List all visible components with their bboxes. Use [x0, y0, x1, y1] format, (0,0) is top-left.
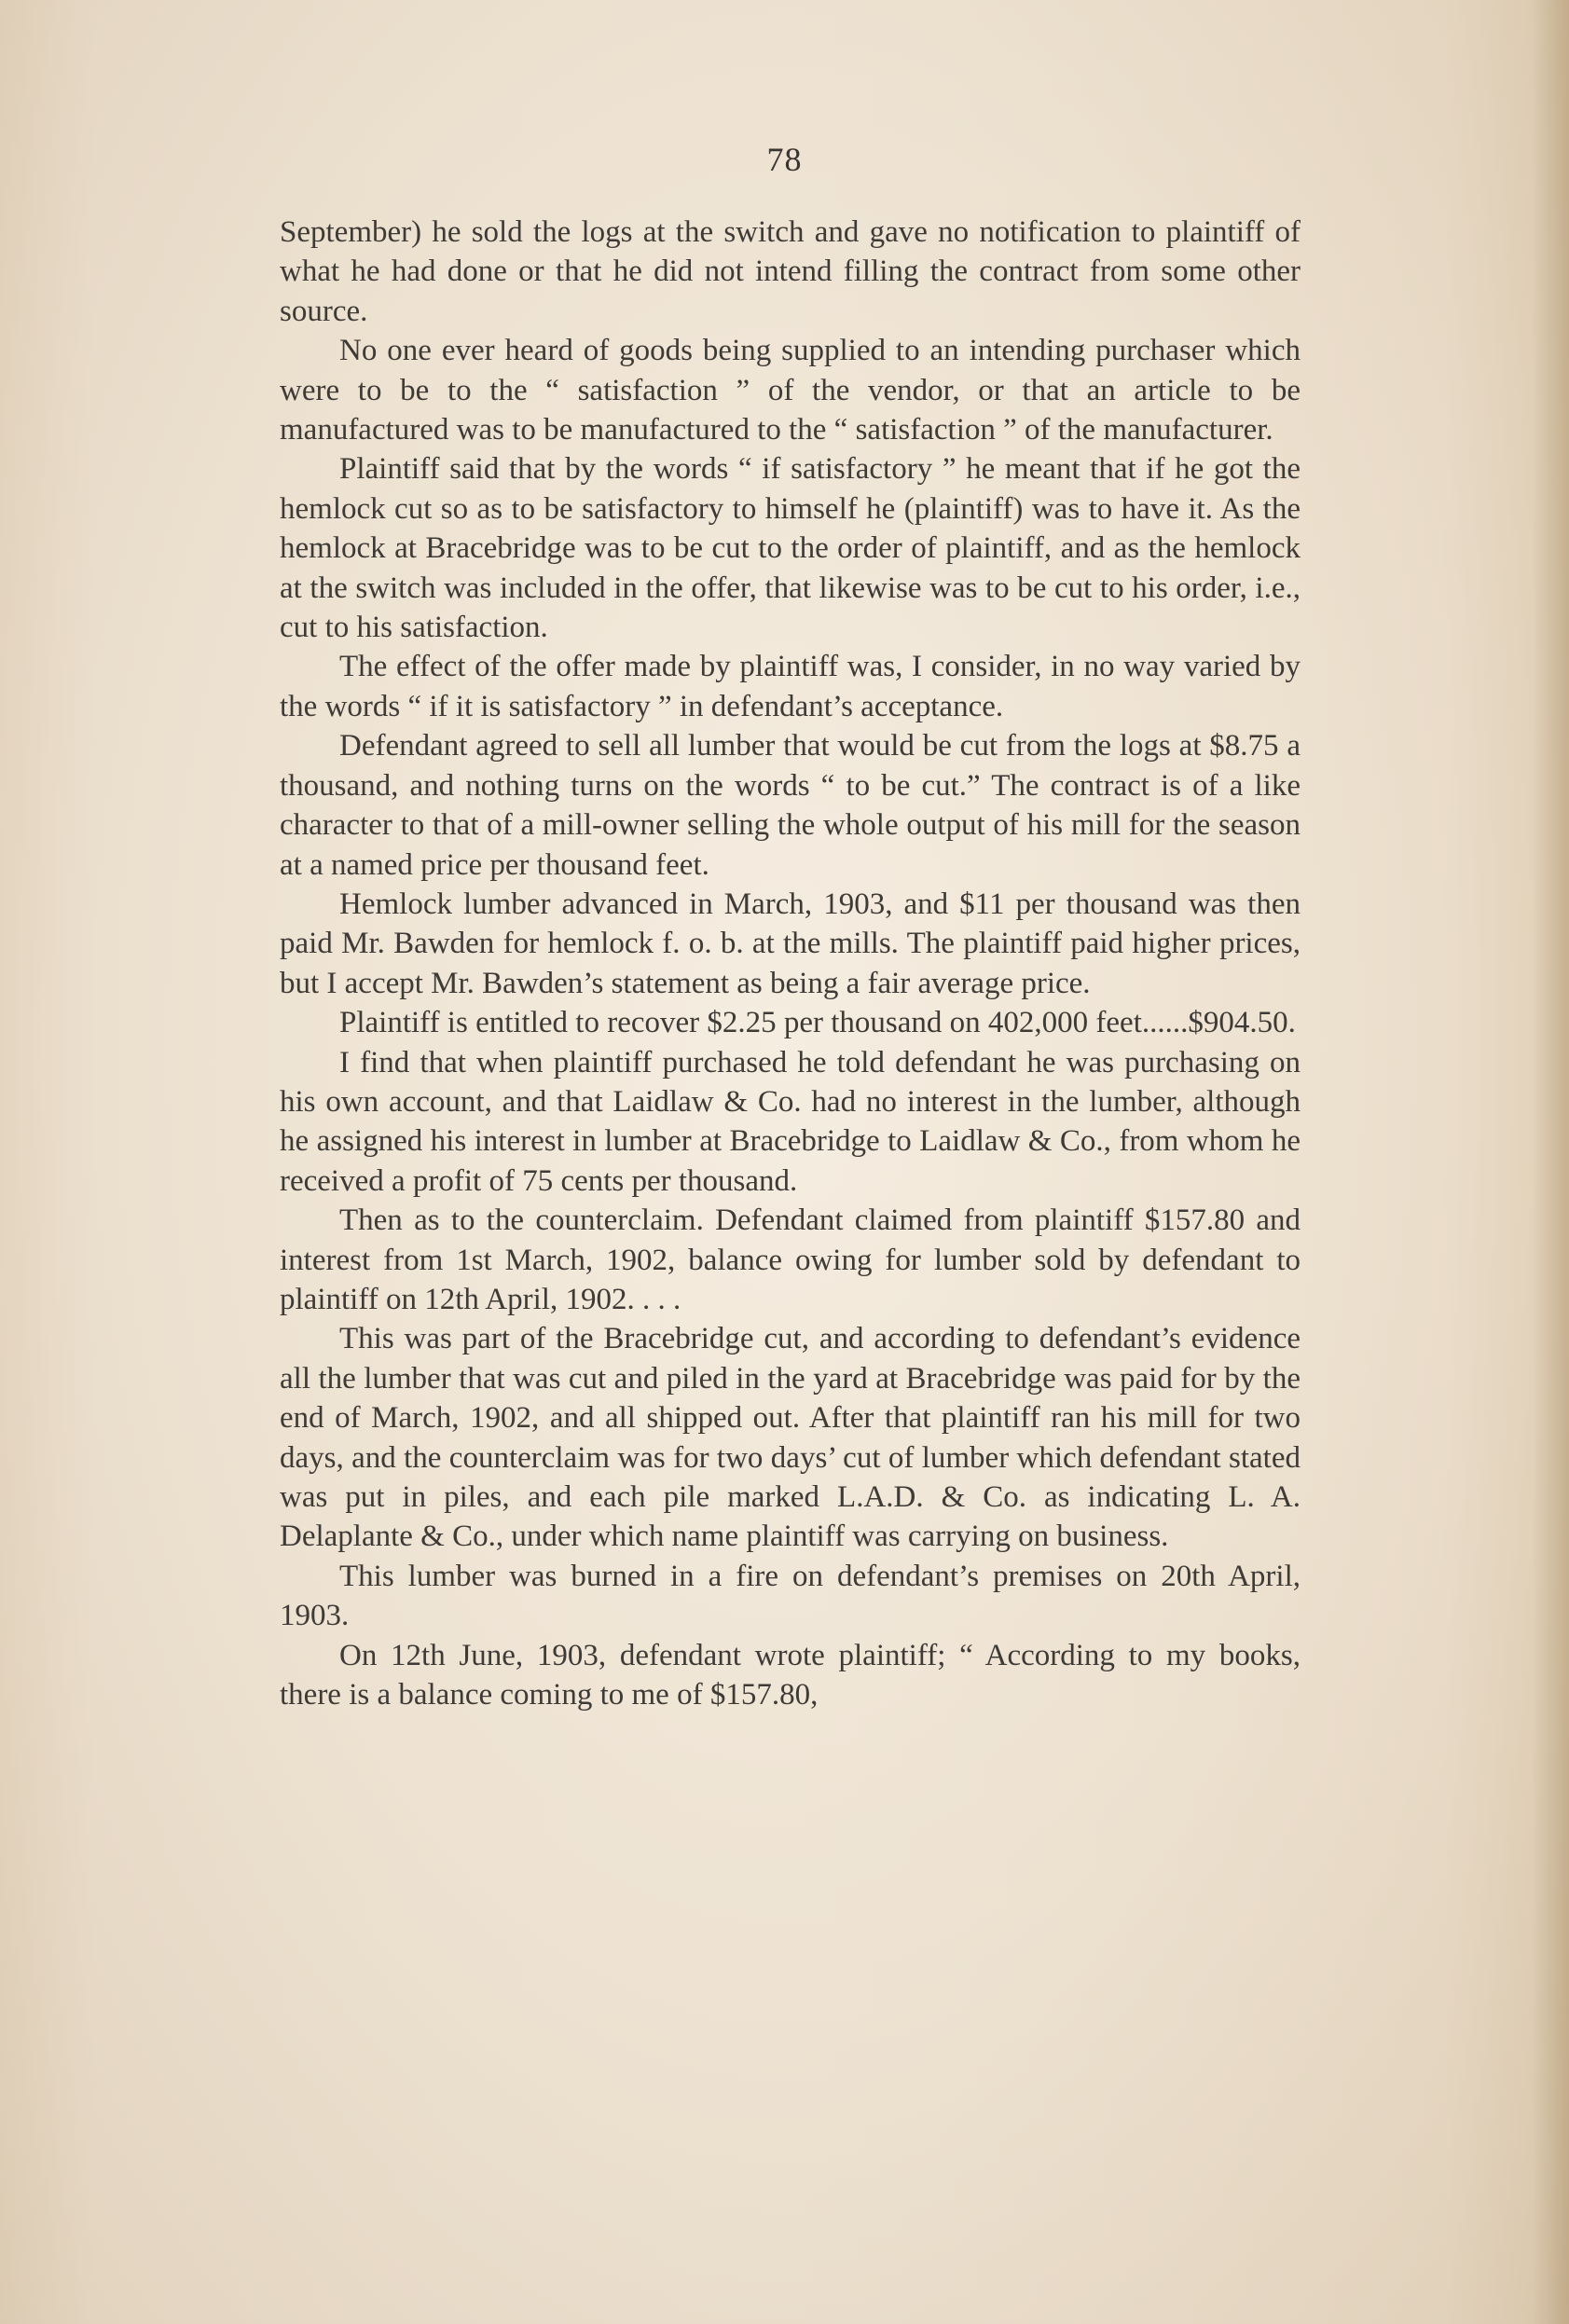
paragraph: No one ever heard of goods being supplied to an intending purchaser which were to be to the “ satisfaction ” of the vendor, or that an article to be manufactured was to be manufactured to the “ satisfaction ” of the manufacturer. [280, 334, 1301, 447]
paragraph: I find that when plaintiff purchased he told defendant he was purchasing on his own account, and that Laidlaw & Co. had no interest in the lumber, although he assigned his interest in lumber at Bracebridge to Laidlaw & Co., from whom he received a profit of 75 cents per thousand. [280, 1045, 1301, 1198]
paragraph: Hemlock lumber advanced in March, 1903, and $11 per thousand was then paid Mr. Bawden for hemlock f. o. b. at the mills. The plaintiff paid higher prices, but I accept Mr. Bawden’s statement as being a fair average price. [280, 887, 1301, 1000]
paragraph: This lumber was burned in a fire on defendant’s premises on 20th April, 1903. [280, 1559, 1301, 1633]
page-edge-shadow [1532, 0, 1569, 2324]
body-text [280, 213, 1301, 1714]
paragraph: Then as to the counterclaim. Defendant claimed from plaintiff $157.80 and interest from 1st March, 1902, balance owing for lumber sold by defendant to plaintiff on 12th April, 1902. . . . [280, 1203, 1301, 1316]
paragraph: September) he sold the logs at the switch and gave no notification to plaintiff of what he had done or that he did not intend filling the contract from some other source. [280, 215, 1301, 328]
paragraph: On 12th June, 1903, defendant wrote plaintiff; “ According to my books, there is a balance coming to me of $157.80, [280, 1638, 1301, 1712]
page-number: 78 [766, 141, 803, 178]
paragraph: Plaintiff said that by the words “ if satisfactory ” he meant that if he got the hemlock cut so as to be satisfactory to himself he (plaintiff) was to have it. As the hemlock at Bracebridge was to be cut to the order of plaintiff, and as the hemlock at the switch was included in the offer, that likewise was to be cut to his order, i.e., cut to his satisfaction. [280, 452, 1301, 645]
paragraph: The effect of the offer made by plaintiff was, I consider, in no way varied by the words “ if it is satisfactory ” in defendant’s acceptance. [280, 650, 1301, 723]
paragraph: Plaintiff is entitled to recover $2.25 per thousand on 402,000 feet......$904.50. [339, 1006, 1296, 1040]
paragraph: This was part of the Bracebridge cut, and according to defendant’s evidence all the lumber that was cut and piled in the yard at Bracebridge was paid for by the end of March, 1902, and all shipped out. After that plaintiff ran his mill for two days, and the counterclaim was for two days’ cut of lumber which defendant stated was put in piles, and each pile marked L.A.D. & Co. as indicating L. A. Delaplante & Co., under which name plaintiff was carrying on business. [280, 1322, 1301, 1554]
paragraph: Defendant agreed to sell all lumber that would be cut from the logs at $8.75 a thousand, and nothing turns on the words “ to be cut.” The contract is of a like character to that of a mill-owner selling the whole output of his mill for the season at a named price per thousand feet. [280, 729, 1301, 882]
